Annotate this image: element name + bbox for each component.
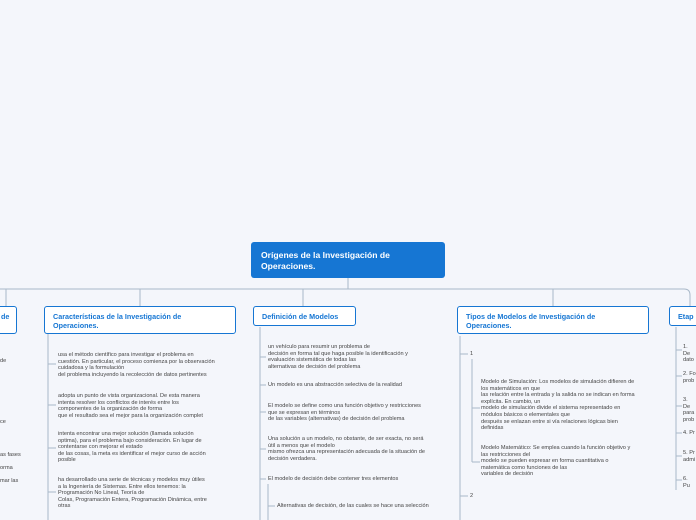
etapas-item: 4. Pr bbox=[683, 430, 695, 436]
root-topic[interactable] bbox=[251, 242, 445, 278]
caracteristicas-item: usa el método científico para investigar el problema en cuestión. En particular, el proceso comienza por la observación cuidadosa y la formulación del problema incluyendo la recolección de datos pertinentes bbox=[58, 352, 215, 378]
left-fragment: orma bbox=[0, 465, 13, 471]
definicion-item: Una solución a un modelo, no obstante, de ser exacta, no será útil a menos que el modelo mismo ofrezca una representación adecuada de la situación de decisión verdadera. bbox=[268, 436, 426, 462]
left-fragment: as fases bbox=[0, 452, 21, 458]
definicion-title: Definición de Modelos bbox=[262, 312, 339, 321]
tipos-item: Modelo Matemático: Se emplea cuando la función objetivo y las restricciones del modelo se pueden expresar en forma cuantitativa o matemática como funciones de las variables de decisión bbox=[481, 445, 631, 478]
caracteristicas-title: Características de la Investigación de Operaciones. bbox=[53, 312, 182, 330]
etapas-item: 2. Fo prob bbox=[683, 371, 696, 384]
etapas-item: 1. De dato bbox=[683, 344, 694, 364]
root-title: Orígenes de la Investigación de Operaciones. bbox=[261, 250, 390, 271]
definicion-item: El modelo de decisión debe contener tres elementos bbox=[268, 476, 399, 482]
tipos-topic[interactable] bbox=[457, 306, 649, 334]
caracteristicas-item: adopta un punto de vista organizacional. De esta manera intenta resolver los conflictos de interés entre los componentes de la organización de forma que el resultado sea el mejor para la organización complet bbox=[58, 393, 203, 419]
left-fragment: ce bbox=[0, 419, 6, 425]
caracteristicas-item: ha desarrollado una serie de técnicas y modelos muy útiles a la Ingeniería de Sistemas. Entre ellos tenemos: la Programación No Lineal, Teoría de Colas, Programación Entera, Programación Dinámica, entre otras bbox=[58, 477, 207, 510]
etapas-item: 3. De para prob bbox=[683, 397, 695, 423]
tipos-number: 2 bbox=[470, 493, 474, 499]
definicion-item: Un modelo es una abstracción selectiva de la realidad bbox=[268, 382, 403, 388]
etapas-item: 6. Pu bbox=[683, 476, 690, 489]
tipos-title: Tipos de Modelos de Investigación de Operaciones. bbox=[466, 312, 596, 330]
caracteristicas-topic[interactable] bbox=[44, 306, 236, 334]
etapas-title: Etap bbox=[678, 312, 694, 321]
tipos-item: Modelo de Simulación: Los modelos de simulación difieren de los matemáticos en que las relación entre la entrada y la salida no se indican en forma explícita. En cambio, un modelo de simulación divide el sistema representado en módulos básicos o elementales que después se enlazan entre si vía relaciones lógicas bien definidas bbox=[481, 379, 635, 432]
definicion-item: El modelo se define como una función objetivo y restricciones que se expresan en términos de las variables (alternativas) de decisión del problema bbox=[268, 403, 421, 423]
definicion-subitem: Alternativas de decisión, de las cuales se hace una selección bbox=[277, 503, 429, 509]
caracteristicas-item: intenta encontrar una mejor solución (llamada solución optima), para el problema bajo consideración. En lugar de contentarse con mejorar el estado de las cosas, la meta es identificar el mejor curso de acción posible bbox=[58, 431, 206, 464]
left-partial-title: de bbox=[1, 312, 10, 321]
left-fragment: mar las bbox=[0, 478, 19, 484]
etapas-topic[interactable] bbox=[669, 306, 696, 326]
tipos-number: 1 bbox=[470, 351, 474, 357]
left-fragment: de bbox=[0, 358, 7, 364]
left-partial-topic[interactable] bbox=[0, 306, 17, 334]
etapas-item: 5. Pr admi bbox=[683, 450, 696, 463]
definicion-topic[interactable] bbox=[253, 306, 356, 326]
definicion-item: un vehículo para resumir un problema de decisión en forma tal que haga posible la identificación y evaluación sistemática de todas las alternativas de decisión del problema bbox=[268, 344, 408, 370]
